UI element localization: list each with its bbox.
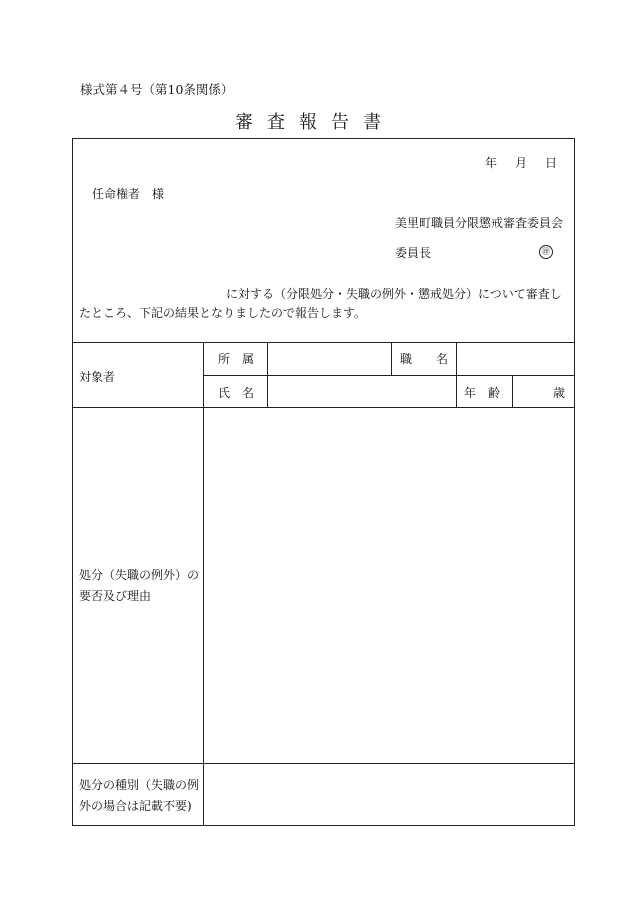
divider: [456, 342, 457, 407]
divider: [203, 342, 204, 826]
divider: [73, 407, 574, 408]
decision-label-line2: 要否及び理由: [79, 589, 152, 603]
divider: [391, 342, 392, 375]
age-unit: 歳: [553, 386, 566, 400]
name-label: 氏 名: [218, 386, 255, 400]
subject-label: 対象者: [79, 370, 116, 384]
divider: [73, 342, 574, 343]
decision-label: [79, 565, 203, 607]
position-label: 職 名: [400, 352, 449, 366]
type-label: [79, 775, 203, 817]
divider: [203, 375, 574, 376]
chair-label: 委員長: [395, 246, 432, 260]
type-label-line1: 処分の種別（失職の例: [79, 778, 200, 792]
divider: [512, 375, 513, 407]
affiliation-label: 所 属: [218, 352, 255, 366]
body-text-line1: に対する（分限処分・失職の例外・懲戒処分）について審査し: [226, 287, 562, 301]
decision-label-line1: 処分（失職の例外）の: [79, 568, 200, 582]
form-number: 様式第４号（第10条関係）: [80, 82, 234, 97]
seal-icon: ㊞: [539, 245, 553, 259]
type-label-line2: 外の場合は記載不要): [79, 799, 192, 813]
addressee: 任命権者 様: [92, 187, 165, 201]
committee-name: 美里町職員分限懲戒審査委員会: [395, 216, 564, 230]
report-form: [72, 138, 575, 826]
date-field[interactable]: 年 月 日: [485, 156, 561, 170]
page-title: 審査報告書: [235, 112, 395, 133]
age-label: 年 齢: [464, 386, 501, 400]
body-text-line2: たところ、下記の結果となりましたので報告します。: [79, 306, 367, 320]
divider: [73, 763, 574, 764]
divider: [267, 342, 268, 407]
seal-mark: [539, 243, 553, 259]
